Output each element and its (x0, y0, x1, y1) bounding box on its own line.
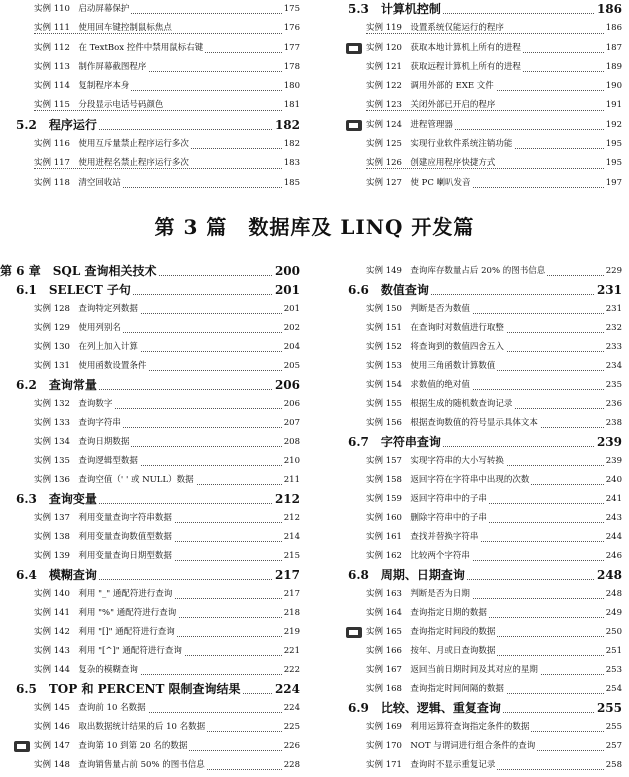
toc-column-bottom-left (0, 262, 300, 775)
video-icon (346, 120, 362, 131)
toc-page-number: 251 (604, 642, 622, 661)
toc-entry (332, 96, 622, 115)
toc-label: 6.7 字符串查询 (348, 435, 441, 449)
toc-page-number: 200 (273, 262, 300, 281)
toc-label: 实例 140 利用 "_" 通配符进行查询 (34, 589, 173, 599)
toc-page-number: 182 (282, 135, 300, 154)
toc-page-number: 215 (282, 547, 300, 566)
toc-page-number: 240 (604, 471, 622, 490)
toc-entry (332, 300, 622, 319)
toc-label: 实例 123 关闭外部已开启的程序 (366, 100, 496, 111)
toc-label: 实例 126 创建应用程序快捷方式 (366, 158, 496, 169)
toc-entry (0, 96, 300, 115)
toc-section (332, 699, 622, 718)
toc-entry (332, 116, 622, 135)
toc-label: 5.3 计算机控制 (348, 2, 441, 16)
toc-label: 实例 160 删除字符串中的子串 (366, 513, 487, 523)
video-icon (346, 43, 362, 54)
toc-label: 实例 112 在 TextBox 控件中禁用鼠标右键 (34, 42, 204, 53)
toc-label: 实例 166 按年、月或日查询数据 (366, 646, 496, 656)
part-title: 第 3 篇 数据库及 LINQ 开发篇 (154, 215, 475, 239)
toc-page-number: 253 (604, 661, 622, 680)
toc-entry (332, 604, 622, 623)
toc-entry (332, 395, 622, 414)
toc-section (332, 566, 622, 585)
toc-chapter (0, 262, 300, 281)
toc-page-number: 255 (595, 699, 622, 718)
toc-entry (332, 547, 622, 566)
toc-page-number: 207 (282, 414, 300, 433)
toc-page-number: 257 (604, 737, 622, 756)
toc-page-number: 182 (273, 116, 300, 135)
toc-entry (0, 547, 300, 566)
toc-entry (0, 623, 300, 642)
toc-label: 实例 133 查询字符串 (34, 418, 121, 428)
toc-label: 实例 127 使 PC 喇叭发音 (366, 177, 471, 188)
toc-page-number: 239 (595, 433, 622, 452)
toc-entry (0, 357, 300, 376)
toc-label: 实例 159 返回字符串中的子串 (366, 494, 487, 504)
toc-label: 实例 144 复杂的模糊查询 (34, 665, 138, 675)
toc-label: 实例 138 利用变量查询数值型数据 (34, 532, 172, 542)
toc-label: 6.2 查询常量 (16, 378, 97, 392)
toc-page-number: 197 (604, 174, 622, 193)
toc-label: 实例 111 使用回车键控制鼠标焦点 (34, 23, 172, 34)
toc-page-number: 232 (604, 319, 622, 338)
toc-label: 实例 119 设置系统仅能运行的程序 (366, 23, 504, 34)
toc-entry (0, 509, 300, 528)
toc-page-number: 226 (282, 737, 300, 756)
toc-label: 实例 132 查询数字 (34, 399, 113, 409)
toc-label: 实例 120 获取本地计算机上所有的进程 (366, 42, 521, 53)
toc-page-number: 191 (604, 96, 622, 115)
toc-section (0, 490, 300, 509)
toc-label: 实例 146 取出数据统计结果的后 10 名数据 (34, 722, 206, 732)
toc-label: 实例 156 根据查询数值的符号显示具体文本 (366, 418, 538, 428)
toc-label: 实例 162 比较两个字符串 (366, 551, 470, 561)
toc-page-number: 249 (604, 604, 622, 623)
toc-entry (332, 585, 622, 604)
video-icon (14, 741, 30, 752)
toc-label: 实例 139 利用变量查询日期型数据 (34, 551, 172, 561)
toc-page-number: 204 (282, 338, 300, 357)
toc-page-number: 205 (282, 357, 300, 376)
toc-entry (0, 395, 300, 414)
toc-column-bottom-right (332, 262, 622, 775)
toc-page-number: 239 (604, 452, 622, 471)
toc-entry (332, 737, 622, 756)
toc-page-number: 224 (282, 699, 300, 718)
toc-entry (332, 661, 622, 680)
toc-page-number: 186 (604, 19, 622, 38)
toc-label: 实例 113 制作屏幕截图程序 (34, 61, 147, 72)
toc-entry (0, 604, 300, 623)
toc-page-number: 222 (282, 661, 300, 680)
toc-label: 实例 118 清空回收站 (34, 177, 121, 188)
toc-page-number: 246 (604, 547, 622, 566)
toc-entry (332, 471, 622, 490)
toc-page-number: 229 (604, 262, 622, 281)
toc-section (332, 281, 622, 300)
toc-page-number: 233 (604, 338, 622, 357)
toc-entry (332, 376, 622, 395)
toc-entry (0, 661, 300, 680)
toc-entry (332, 528, 622, 547)
toc-entry (0, 77, 300, 96)
toc-label: 实例 171 查询时不显示重复记录 (366, 760, 496, 770)
toc-entry (0, 585, 300, 604)
toc-label: 实例 169 利用运算符查询指定条件的数据 (366, 722, 530, 732)
toc-entry (0, 452, 300, 471)
toc-page-number: 255 (604, 718, 622, 737)
toc-page-number: 211 (282, 471, 300, 490)
toc-entry (0, 718, 300, 737)
toc-entry (332, 135, 622, 154)
toc-label: 实例 168 查询指定时间间隔的数据 (366, 684, 504, 694)
toc-page-number: 185 (282, 174, 300, 193)
toc-entry (0, 433, 300, 452)
toc-label: 实例 128 查询特定列数据 (34, 304, 138, 314)
toc-page-number: 183 (282, 154, 300, 173)
toc-entry (0, 39, 300, 58)
toc-label: 实例 121 获取远程计算机上所有的进程 (366, 61, 521, 72)
toc-entry (332, 19, 622, 38)
toc-entry (0, 300, 300, 319)
toc-entry (332, 718, 622, 737)
toc-entry (332, 338, 622, 357)
toc-label: 实例 129 使用列别名 (34, 323, 121, 333)
toc-section (0, 680, 300, 699)
toc-entry (332, 77, 622, 96)
toc-entry (332, 174, 622, 193)
toc-page-number: 231 (604, 300, 622, 319)
toc-label: 实例 143 利用 "[^]" 通配符进行查询 (34, 646, 182, 656)
toc-section (0, 566, 300, 585)
toc-label: 实例 136 查询空值（' ' 或 NULL）数据 (34, 475, 194, 485)
toc-label: 6.9 比较、逻辑、重复查询 (348, 701, 501, 715)
toc-label: 实例 161 查找并替换字符串 (366, 532, 479, 542)
toc-label: 实例 153 使用三角函数计算数值 (366, 361, 496, 371)
toc-page-number: 238 (604, 414, 622, 433)
toc-section (332, 433, 622, 452)
toc-label: 实例 155 根据生成的随机数查询记录 (366, 399, 513, 409)
toc-label: 6.3 查询变量 (16, 492, 97, 506)
toc-entry (332, 262, 622, 281)
toc-entry (332, 357, 622, 376)
toc-entry (332, 452, 622, 471)
toc-page-number: 176 (282, 19, 300, 38)
toc-page-number: 189 (604, 58, 622, 77)
toc-page-number: 225 (282, 718, 300, 737)
toc-page-number: 201 (282, 300, 300, 319)
toc-entry (332, 642, 622, 661)
video-icon (346, 627, 362, 638)
toc-label: 实例 110 启动屏幕保护 (34, 4, 130, 14)
toc-entry (0, 642, 300, 661)
toc-page-number: 195 (604, 154, 622, 173)
toc-label: 实例 137 利用变量查询字符串数据 (34, 513, 172, 523)
toc-label: 实例 163 判断是否为日期 (366, 589, 470, 599)
toc-page-number: 244 (604, 528, 622, 547)
toc-label: 实例 167 返回当前日期时间及其对应的星期 (366, 665, 538, 675)
toc-label: 实例 148 查询销售量占前 50% 的图书信息 (34, 760, 205, 770)
toc-section (0, 116, 300, 135)
toc-page-number: 219 (282, 623, 300, 642)
toc-page-number: 231 (595, 281, 622, 300)
toc-label: 第 6 章 SQL 查询相关技术 (0, 264, 157, 278)
toc-page-number: 250 (604, 623, 622, 642)
toc-label: 实例 141 利用 "%" 通配符进行查询 (34, 608, 177, 618)
toc-page-number: 248 (604, 585, 622, 604)
toc-page-number: 201 (273, 281, 300, 300)
toc-page-number: 258 (604, 756, 622, 775)
toc-page-number: 254 (604, 680, 622, 699)
toc-label: 实例 142 利用 "[]" 通配符进行查询 (34, 627, 175, 637)
toc-page-number: 218 (282, 604, 300, 623)
toc-label: 实例 164 查询指定日期的数据 (366, 608, 487, 618)
toc-label: 实例 165 查询指定时间段的数据 (366, 627, 496, 637)
toc-page-number: 235 (604, 376, 622, 395)
toc-page-number: 236 (604, 395, 622, 414)
toc-label: 实例 147 查询第 10 到第 20 名的数据 (34, 741, 188, 751)
toc-label: 实例 131 使用函数设置条件 (34, 361, 147, 371)
toc-entry (332, 490, 622, 509)
toc-label: 实例 154 求数值的绝对值 (366, 380, 470, 390)
toc-entry (332, 680, 622, 699)
toc-page-number: 210 (282, 452, 300, 471)
toc-label: 实例 145 查询前 10 名数据 (34, 703, 146, 713)
toc-page-number: 221 (282, 642, 300, 661)
toc-page-number: 217 (273, 566, 300, 585)
toc-page-number: 186 (595, 0, 622, 19)
toc-page-number: 206 (282, 395, 300, 414)
toc-label: 实例 115 分段显示电话号码颜色 (34, 100, 164, 111)
toc-page-number: 195 (604, 135, 622, 154)
toc-entry (0, 338, 300, 357)
toc-page-number: 190 (604, 77, 622, 96)
toc-label: 实例 170 NOT 与谓词进行组合条件的查询 (366, 741, 536, 751)
toc-entry (0, 174, 300, 193)
toc-label: 实例 114 复制程序本身 (34, 81, 130, 92)
toc-entry (0, 737, 300, 756)
toc-label: 实例 130 在列上加入计算 (34, 342, 138, 352)
toc-entry (0, 135, 300, 154)
toc-label: 6.6 数值查询 (348, 283, 429, 297)
toc-entry (0, 319, 300, 338)
toc-entry (0, 528, 300, 547)
toc-page-number: 192 (604, 116, 622, 135)
toc-entry (332, 623, 622, 642)
toc-section (332, 0, 622, 19)
toc-entry (0, 699, 300, 718)
toc-entry (0, 414, 300, 433)
toc-page-number: 187 (604, 39, 622, 58)
toc-entry (332, 414, 622, 433)
toc-entry (0, 756, 300, 775)
toc-entry (332, 154, 622, 173)
toc-label: 6.5 TOP 和 PERCENT 限制查询结果 (16, 682, 241, 696)
toc-page-number: 241 (604, 490, 622, 509)
toc-label: 6.4 模糊查询 (16, 568, 97, 582)
toc-label: 实例 150 判断是否为数值 (366, 304, 470, 314)
toc-label: 实例 157 实现字符串的大小写转换 (366, 456, 504, 466)
toc-page-number: 177 (282, 39, 300, 58)
toc-page-number: 214 (282, 528, 300, 547)
toc-page-number: 208 (282, 433, 300, 452)
toc-page-number: 178 (282, 58, 300, 77)
toc-label: 实例 122 调用外部的 EXE 文件 (366, 81, 494, 92)
toc-label: 实例 158 返回字符在字符串中出现的次数 (366, 475, 530, 485)
toc-page-number: 180 (282, 77, 300, 96)
toc-page-number: 248 (595, 566, 622, 585)
toc-label: 实例 125 实现行业软件系统注销功能 (366, 139, 513, 150)
toc-entry (332, 58, 622, 77)
toc-page-number: 175 (282, 0, 300, 19)
toc-entry (0, 471, 300, 490)
toc-entry (0, 154, 300, 173)
toc-section (0, 376, 300, 395)
toc-page-number: 212 (273, 490, 300, 509)
toc-label: 实例 152 将查询到的数值四舍五入 (366, 342, 504, 352)
toc-label: 实例 151 在查询时对数值进行取整 (366, 323, 504, 333)
toc-entry (332, 756, 622, 775)
toc-column-top-left (0, 0, 300, 193)
toc-label: 5.2 程序运行 (16, 117, 97, 132)
toc-entry (0, 19, 300, 38)
toc-page-number: 212 (282, 509, 300, 528)
toc-page-number: 206 (273, 376, 300, 395)
toc-column-top-right (332, 0, 622, 193)
toc-page-number: 181 (282, 96, 300, 115)
toc-entry (332, 509, 622, 528)
toc-entry (0, 0, 300, 19)
toc-entry (0, 58, 300, 77)
toc-page-number: 202 (282, 319, 300, 338)
toc-label: 实例 149 查询库存数量占后 20% 的图书信息 (366, 266, 546, 276)
toc-entry (332, 39, 622, 58)
toc-label: 实例 124 进程管理器 (366, 119, 453, 130)
toc-label: 实例 117 使用进程名禁止程序运行多次 (34, 158, 189, 169)
toc-label: 实例 134 查询日期数据 (34, 437, 130, 447)
toc-page-number: 224 (273, 680, 300, 699)
toc-label: 6.1 SELECT 子句 (16, 283, 131, 297)
toc-entry (332, 319, 622, 338)
toc-page-number: 217 (282, 585, 300, 604)
toc-page-number: 243 (604, 509, 622, 528)
toc-label: 实例 135 查询逻辑型数据 (34, 456, 138, 466)
toc-section (0, 281, 300, 300)
toc-page-number: 228 (282, 756, 300, 775)
toc-label: 实例 116 使用互斥量禁止程序运行多次 (34, 139, 189, 150)
toc-page-number: 234 (604, 357, 622, 376)
toc-label: 6.8 周期、日期查询 (348, 568, 465, 582)
